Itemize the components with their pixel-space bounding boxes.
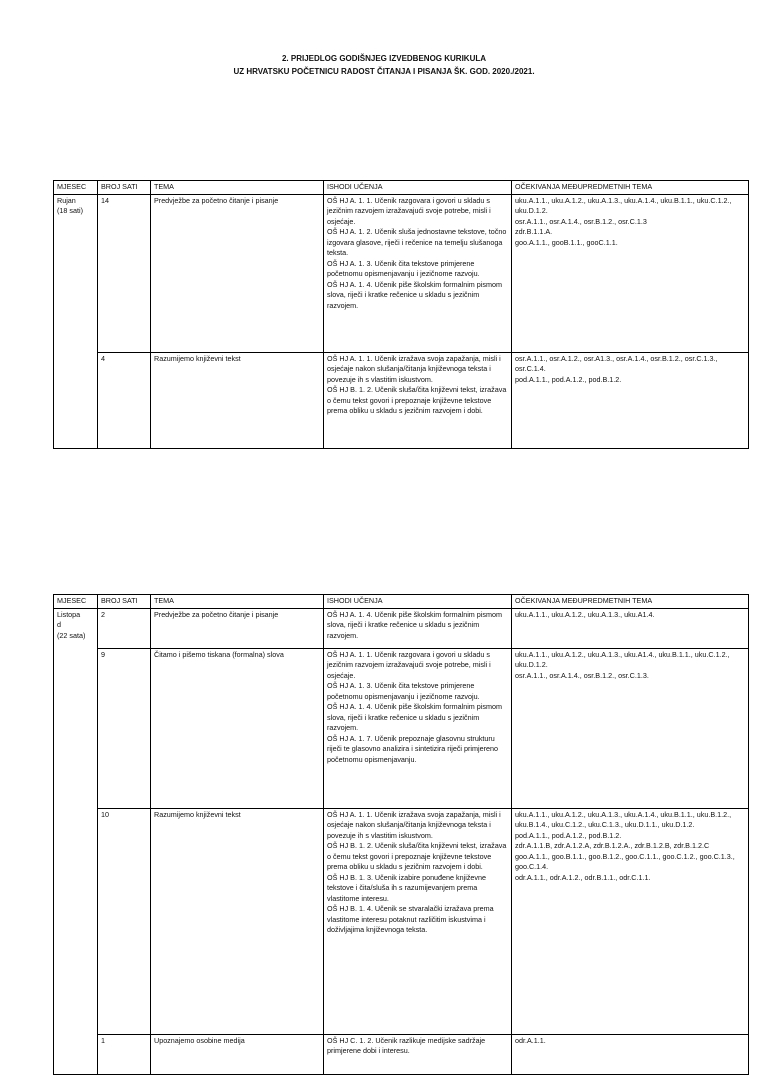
outcome-item: OŠ HJ A. 1. 1. Učenik razgovara i govori u skladu s jezičnim razvojem izražavajući svoje potrebe, misli i osjećaje. xyxy=(327,649,491,680)
expectation-item: uku.A.1.1., uku.A.1.2., uku.A.1.3., uku.A1.4., uku.B.1.1., uku.C.1.2., uku.D.1.2. xyxy=(515,649,730,669)
hours-cell: 2 xyxy=(98,608,151,648)
month-cell xyxy=(54,194,98,448)
hours-cell: 10 xyxy=(98,808,151,1034)
expectation-item: odr.A.1.1. xyxy=(515,1035,546,1045)
table-row xyxy=(54,194,749,352)
table-header-row xyxy=(54,181,749,195)
expectations-cell xyxy=(512,194,749,352)
outcome-item: OŠ HJ A. 1. 3. Učenik čita tekstove primjerene početnomu opismenjavanju i jezičnome razvoju. xyxy=(327,258,480,278)
month-cell xyxy=(54,608,98,1074)
outcome-item: OŠ HJ A. 1. 4. Učenik piše školskim formalnim pismom slova, riječi i kratke rečenice u skladu s jezičnim razvojem. xyxy=(327,702,502,732)
topic-cell: Razumijemo književni tekst xyxy=(151,808,324,1034)
expectations-cell xyxy=(512,1034,749,1074)
expectation-item: zdr.A.1.1.B, zdr.A.1.2.A, zdr.B.1.2.A., zdr.B.1.2.B, zdr.B.1.2.C xyxy=(515,841,710,850)
expectations-cell xyxy=(512,808,749,1034)
expectations-cell xyxy=(512,352,749,448)
expectation-item: osr.A.1.1., osr.A.1.2., osr.A1.3., osr.A.1.4., osr.B.1.2., osr.C.1.3., osr.C.1.4. xyxy=(515,353,718,373)
table-row xyxy=(54,608,749,648)
expectation-item: pod.A.1.1., pod.A.1.2., pod.B.1.2. xyxy=(515,374,622,384)
header-broj-sati: BROJ SATI xyxy=(98,181,151,195)
expectations-cell xyxy=(512,608,749,648)
topic-cell: Predvježbe za početno čitanje i pisanje xyxy=(151,194,324,352)
expectation-item: goo.A.1.1., goo.B.1.1., goo.B.1.2., goo.C.1.1., goo.C.1.2., goo.C.1.3., goo.C.1.4. xyxy=(515,851,735,871)
outcome-item: OŠ HJ A. 1. 4. Učenik piše školskim formalnim pismom slova, riječi i kratke rečenice u skladu s jezičnim razvojem. xyxy=(327,609,502,640)
table-row xyxy=(54,1034,749,1074)
title-line-2: UZ HRVATSKU POČETNICU RADOST ČITANJA I PISANJA ŠK. GOD. 2020./2021. xyxy=(233,67,535,76)
expectation-item: uku.A.1.1., uku.A.1.2., uku.A.1.3., uku.A.1.4., uku.B.1.1., uku.B.1.2., uku.B.1.4., uku.C.1.2., uku.C.1.3., uku.D.1.1., uku.D.1.2. xyxy=(515,809,732,829)
topic-cell: Čitamo i pišemo tiskana (formalna) slova xyxy=(151,648,324,808)
header-ishodi: ISHODI UČENJA xyxy=(324,595,512,609)
outcome-item: OŠ HJ A. 1. 2. Učenik sluša jednostavne tekstove, točno izgovara glasove, riječi i rečenice na temelju slušanoga teksta. xyxy=(327,227,507,257)
outcome-item: OŠ HJ A. 1. 1. Učenik izražava svoja zapažanja, misli i osjećaje nakon slušanja/čitanja književnoga teksta i povezuje ih s vlastitim iskustvom. xyxy=(327,353,501,384)
month-name: Rujan xyxy=(57,195,76,205)
outcome-item: OŠ HJ C. 1. 2. Učenik razlikuje medijske sadržaje primjerene dobi i interesu. xyxy=(327,1035,486,1055)
outcome-item: OŠ HJ A. 1. 1. Učenik izražava svoja zapažanja, misli i osjećaje nakon slušanja/čitanja književnoga teksta i povezuje ih s vlastitim iskustvom. xyxy=(327,809,501,840)
header-tema: TEMA xyxy=(151,595,324,609)
header-ocekivanja: OČEKIVANJA MEĐUPREDMETNIH TEMA xyxy=(512,595,749,609)
hours-cell: 4 xyxy=(98,352,151,448)
outcome-item: OŠ HJ A. 1. 4. Učenik piše školskim formalnim pismom slova, riječi i kratke rečenice u skladu s jezičnim razvojem. xyxy=(327,279,502,310)
hours-cell: 1 xyxy=(98,1034,151,1074)
header-tema: TEMA xyxy=(151,181,324,195)
header-ishodi: ISHODI UČENJA xyxy=(324,181,512,195)
outcome-item: OŠ HJ A. 1. 1. Učenik razgovara i govori u skladu s jezičnim razvojem izražavajući svoje potrebe, misli i osjećaje. xyxy=(327,195,491,226)
month-name: Listopa xyxy=(57,609,81,619)
curriculum-table-september xyxy=(53,180,749,449)
header-mjesec: MJESEC xyxy=(54,595,98,609)
outcome-item: OŠ HJ A. 1. 7. Učenik prepoznaje glasovnu strukturu riječi te glasovno analizira i sintetizira riječi primjereno početnomu opismenjavanju. xyxy=(327,733,498,764)
table-row xyxy=(54,352,749,448)
expectation-item: osr.A.1.1., osr.A.1.4., osr.B.1.2., osr.C.1.3 xyxy=(515,216,647,226)
outcome-item: OŠ HJ B. 1. 2. Učenik sluša/čita književni tekst, izražava o čemu tekst govori i prepoznaje književne tekstove prema obliku u skladu s jezičnim razvojem i dobi. xyxy=(327,841,507,871)
hours-cell: 9 xyxy=(98,648,151,808)
title-line-1: 2. PRIJEDLOG GODIŠNJEG IZVEDBENOG KURIKULA xyxy=(281,54,487,63)
header-broj-sati: BROJ SATI xyxy=(98,595,151,609)
topic-cell: Predvježbe za početno čitanje i pisanje xyxy=(151,608,324,648)
outcomes-cell xyxy=(324,352,512,448)
outcomes-cell xyxy=(324,1034,512,1074)
outcomes-cell xyxy=(324,808,512,1034)
expectation-item: zdr.B.1.1.A. xyxy=(515,227,553,236)
expectation-item: pod.A.1.1., pod.A.1.2., pod.B.1.2. xyxy=(515,830,622,840)
expectation-item: uku.A.1.1., uku.A.1.2., uku.A.1.3., uku.A.1.4., uku.B.1.1., uku.C.1.2., uku.D.1.2. xyxy=(515,195,732,215)
outcome-item: OŠ HJ A. 1. 3. Učenik čita tekstove primjerene početnomu opismenjavanju i jezičnome razvoju. xyxy=(327,681,480,701)
table-row xyxy=(54,808,749,1034)
outcome-item: OŠ HJ B. 1. 2. Učenik sluša/čita književni tekst, izražava o čemu tekst govori i prepoznaje književne tekstove prema obliku u skladu s jezičnim razvojem i dobi. xyxy=(327,385,507,415)
expectation-item: uku.A.1.1., uku.A.1.2., uku.A.1.3., uku.A1.4. xyxy=(515,609,655,619)
document-title xyxy=(0,52,768,78)
outcomes-cell xyxy=(324,194,512,352)
curriculum-table-october xyxy=(53,594,749,1075)
outcomes-cell xyxy=(324,608,512,648)
table-header-row xyxy=(54,595,749,609)
table-row xyxy=(54,648,749,808)
month-hours: (18 sati) xyxy=(57,206,83,215)
topic-cell: Razumijemo književni tekst xyxy=(151,352,324,448)
header-ocekivanja: OČEKIVANJA MEĐUPREDMETNIH TEMA xyxy=(512,181,749,195)
outcome-item: OŠ HJ B. 1. 4. Učenik se stvaralački izražava prema vlastitome interesu potaknut različitim iskustvima i doživljajima književnoga teksta. xyxy=(327,904,494,934)
header-mjesec: MJESEC xyxy=(54,181,98,195)
hours-cell: 14 xyxy=(98,194,151,352)
month-name-cont: d xyxy=(57,620,61,629)
expectation-item: osr.A.1.1., osr.A.1.4., osr.B.1.2., osr.C.1.3. xyxy=(515,670,649,680)
month-hours: (22 sata) xyxy=(57,630,86,640)
expectation-item: odr.A.1.1., odr.A.1.2., odr.B.1.1., odr.C.1.1. xyxy=(515,872,651,882)
topic-cell: Upoznajemo osobine medija xyxy=(151,1034,324,1074)
expectation-item: goo.A.1.1., gooB.1.1., gooC.1.1. xyxy=(515,237,618,247)
outcome-item: OŠ HJ B. 1. 3. Učenik izabire ponuđene književne tekstove i čita/sluša ih s razumijevanjem prema vlastitome interesu. xyxy=(327,872,487,903)
outcomes-cell xyxy=(324,648,512,808)
expectations-cell xyxy=(512,648,749,808)
